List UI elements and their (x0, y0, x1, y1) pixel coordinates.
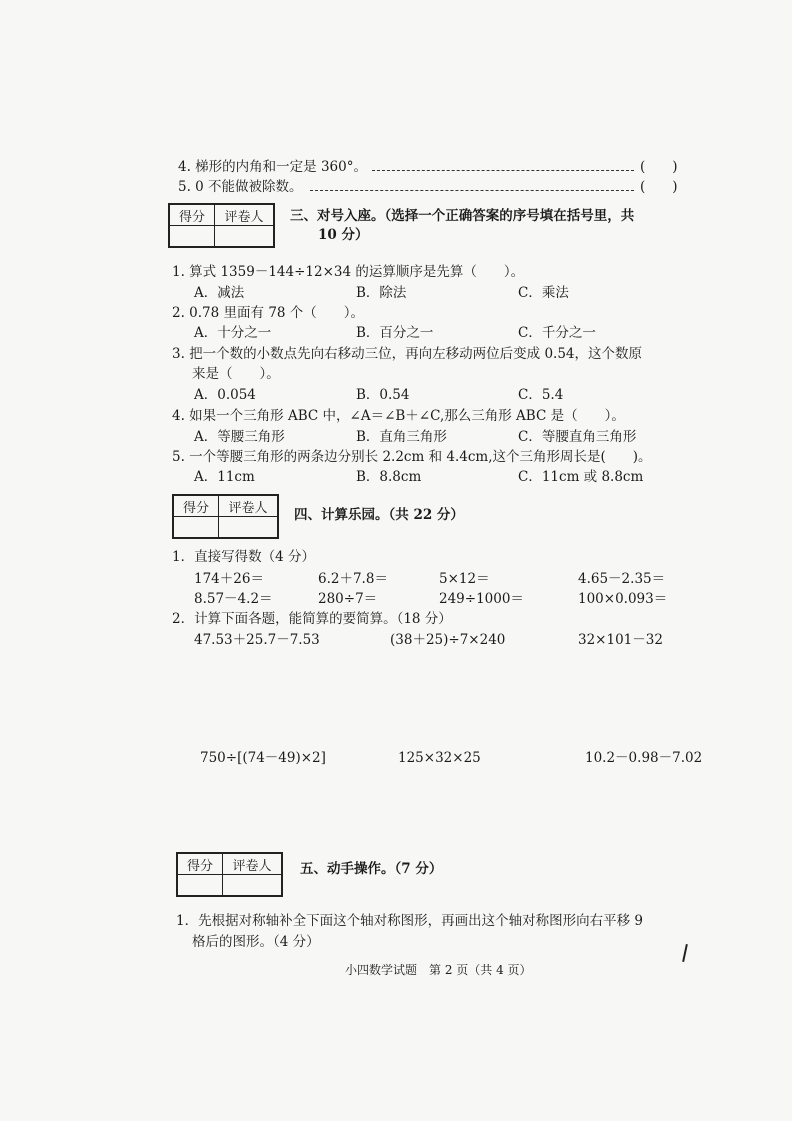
grader-label: 评卷人 (219, 495, 279, 517)
score-box (168, 203, 275, 248)
mc-q5-option-c: C．11cm 或 8.8cm (518, 469, 644, 485)
calc-item: 280÷7＝ (318, 591, 378, 607)
mc-q1-stem: 1. 算式 1359－144÷12×34 的运算顺序是先算（ ）。 (172, 264, 525, 280)
calc-part1-title: 1．直接写得数（4 分） (172, 549, 315, 565)
mc-q4-option-a: A．等腰三角形 (194, 429, 285, 445)
calc-part2-title: 2．计算下面各题，能简算的要简算。（18 分） (172, 611, 452, 627)
calc-item: 8.57－4.2＝ (194, 591, 273, 607)
calc-item: 249÷1000＝ (439, 591, 524, 607)
calc-problem: 10.2－0.98－7.02 (585, 750, 703, 766)
score-label: 得分 (177, 853, 223, 875)
mc-q3-option-c: C．5.4 (518, 387, 564, 403)
mc-q5-option-b: B．8.8cm (356, 469, 422, 485)
calc-problem: 47.53＋25.7－7.53 (194, 632, 320, 648)
mc-q4-stem: 4. 如果一个三角形 ABC 中，∠A＝∠B＋∠C,那么三角形 ABC 是（ ）。 (172, 408, 625, 424)
mc-q4-option-c: C．等腰直角三角形 (518, 429, 637, 445)
mc-q3-stem-cont: 来是（ ）。 (192, 366, 280, 382)
mc-q5-option-a: A．11cm (194, 469, 255, 485)
grader-cell (215, 226, 275, 248)
mc-q3-option-b: B．0.54 (356, 387, 410, 403)
draw-q1: 1．先根据对称轴补全下面这个轴对称图形，再画出这个轴对称图形向右平移 9 (176, 913, 643, 929)
calc-problem: (38＋25)÷7×240 (390, 632, 506, 648)
score-cell (169, 226, 215, 248)
score-label: 得分 (173, 495, 219, 517)
calc-item: 100×0.093＝ (578, 591, 668, 607)
score-label: 得分 (169, 204, 215, 226)
calc-item: 5×12＝ (439, 571, 490, 587)
calc-problem: 125×32×25 (398, 750, 481, 766)
section5-title: 五、动手操作。（7 分） (300, 861, 443, 877)
pen-mark (682, 944, 688, 962)
judge-q4: 4. 梯形的内角和一定是 360°。 (178, 159, 367, 175)
mc-q4-option-b: B．直角三角形 (356, 429, 447, 445)
score-cell (177, 875, 223, 897)
answer-bracket: ( ) (640, 179, 678, 195)
mc-q1-option-b: B．除法 (356, 285, 407, 301)
grader-cell (223, 875, 283, 897)
section3-title: 三、对号入座。（选择一个正确答案的序号填在括号里，共 (290, 208, 635, 224)
mc-q2-stem: 2. 0.78 里面有 78 个（ ）。 (172, 305, 365, 321)
section4-title: 四、计算乐园。（共 22 分） (294, 507, 464, 523)
mc-q1-option-c: C．乘法 (518, 285, 569, 301)
judge-q5: 5. 0 不能做被除数。 (178, 179, 303, 195)
mc-q2-option-a: A．十分之一 (194, 325, 272, 341)
grader-label: 评卷人 (223, 853, 283, 875)
calc-problem: 32×101－32 (578, 632, 663, 648)
dotted-leader (310, 190, 634, 191)
grader-cell (219, 517, 279, 539)
score-cell (173, 517, 219, 539)
draw-q1-cont: 格后的图形。（4 分） (192, 934, 320, 950)
mc-q3-stem: 3. 把一个数的小数点先向右移动三位，再向左移动两位后变成 0.54，这个数原 (172, 346, 643, 362)
mc-q5-stem: 5. 一个等腰三角形的两条边分别长 2.2cm 和 4.4cm,这个三角形周长是( )。 (172, 449, 652, 465)
section3-title-cont: 10 分） (318, 227, 369, 243)
calc-item: 4.65－2.35＝ (578, 571, 666, 587)
answer-bracket: ( ) (640, 159, 678, 175)
calc-item: 6.2＋7.8＝ (318, 571, 388, 587)
calc-item: 174＋26＝ (194, 571, 264, 587)
score-box (176, 852, 283, 897)
mc-q1-option-a: A．减法 (194, 285, 245, 301)
calc-problem: 750÷[(74－49)×2] (200, 750, 326, 766)
mc-q2-option-b: B．百分之一 (356, 325, 434, 341)
dotted-leader (372, 170, 634, 171)
score-box (172, 494, 279, 539)
grader-label: 评卷人 (215, 204, 275, 226)
page-footer: 小四数学试题 第 2 页（共 4 页） (345, 963, 532, 977)
mc-q3-option-a: A．0.054 (194, 387, 256, 403)
mc-q2-option-c: C．千分之一 (518, 325, 596, 341)
